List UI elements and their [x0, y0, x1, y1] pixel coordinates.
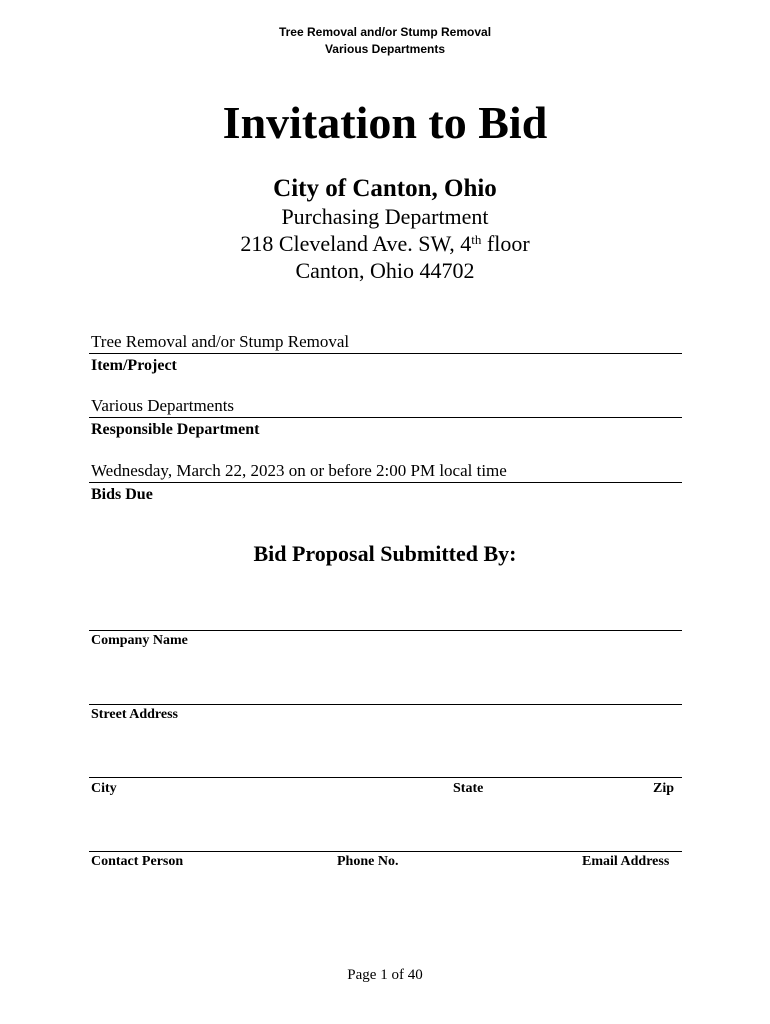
city-label: City: [91, 781, 117, 796]
page-number: Page 1 of 40: [347, 967, 423, 983]
responsible-department-value: Various Departments: [91, 396, 235, 415]
item-project-label: Item/Project: [91, 357, 177, 374]
issuer-floor-superscript: th: [471, 232, 482, 247]
item-project-rule: [89, 353, 682, 354]
zip-label: Zip: [653, 781, 675, 796]
responsible-department-label: Responsible Department: [91, 421, 260, 438]
street-address-label: Street Address: [91, 707, 178, 722]
company-name-label: Company Name: [91, 633, 188, 648]
issuer-city-address: Canton, Ohio 44702: [295, 258, 475, 283]
issuer-city: City of Canton, Ohio: [273, 175, 497, 202]
bids-due-value: Wednesday, March 22, 2023 on or before 2:00 PM local time: [91, 461, 507, 480]
item-project-value: Tree Removal and/or Stump Removal: [91, 332, 350, 351]
bids-due-label: Bids Due: [91, 486, 153, 503]
contact-person-label: Contact Person: [91, 854, 184, 869]
issuer-street-address: [0, 230, 770, 258]
contact-line[interactable]: [89, 851, 682, 852]
proposal-heading: Bid Proposal Submitted By:: [253, 541, 517, 566]
document-title: Invitation to Bid: [222, 97, 548, 148]
state-label: State: [453, 781, 484, 796]
responsible-department-rule: [89, 417, 682, 418]
street-address-line[interactable]: [89, 704, 682, 705]
company-name-line[interactable]: [89, 630, 682, 631]
header-department: Various Departments: [324, 42, 446, 56]
city-state-zip-line[interactable]: [89, 777, 682, 778]
bids-due-rule: [89, 482, 682, 483]
issuer-street-prefix: 218 Cleveland Ave. SW, 4: [240, 231, 472, 256]
phone-no-label: Phone No.: [337, 854, 399, 869]
header-project-name: Tree Removal and/or Stump Removal: [278, 25, 492, 39]
issuer-street-suffix: floor: [481, 231, 530, 256]
issuer-department: Purchasing Department: [281, 204, 489, 229]
email-address-label: Email Address: [582, 854, 670, 869]
